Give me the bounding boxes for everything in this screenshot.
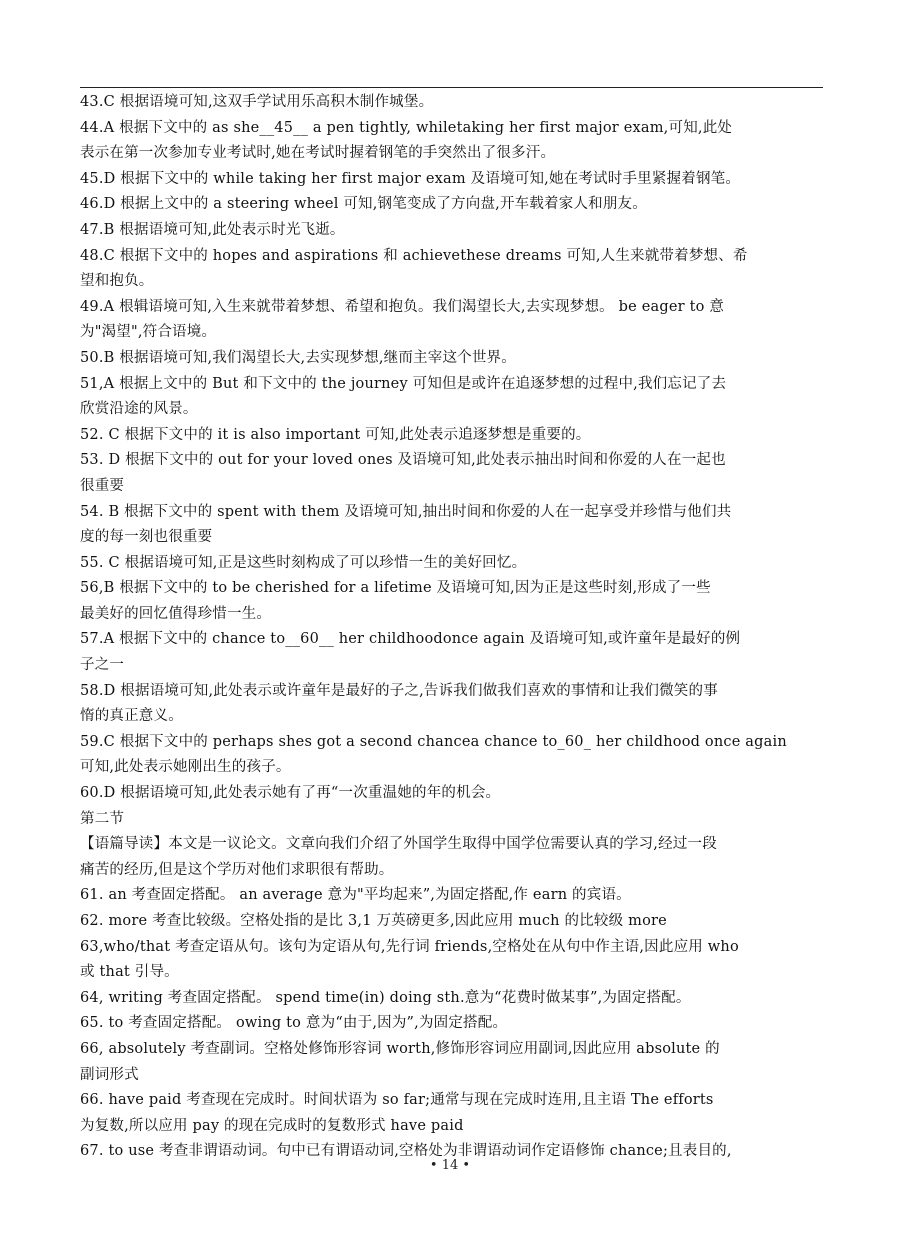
text-line: 55. C 根据语境可知,正是这些时刻构成了可以珍惜一生的美好回忆。 [80,554,527,571]
page-number: • 14 • [429,1158,471,1173]
text-line: 望和抱负。 [80,273,154,290]
text-line: 50.B 根据语境可知,我们渴望长大,去实现梦想,继而主宰这个世界。 [80,349,516,366]
text-line: 66. have paid 考查现在完成时。时间状语为 so far;通常与现在完成时连用,且主语 The efforts [80,1092,714,1109]
text-line: 43.C 根据语境可知,这双手学试用乐高积木制作城堡。 [80,94,434,110]
text-line: 46.D 根据上文中的 a steering wheel 可知,钢笔变成了方向盘,开车载着家人和朋友。 [80,196,647,213]
text-line: 45.D 根据下文中的 while taking her first major exam 及语境可知,她在考试时手里紧握着钢笔。 [80,170,741,187]
text-line: 52. C 根据下文中的 it is also important 可知,此处表示追逐梦想是重要的。 [80,426,591,443]
answer-explanations [80,90,823,1165]
top-rule [80,87,823,88]
text-line: 最美好的回忆值得珍惜一生。 [80,605,272,622]
text-line: 67. to use 考查非谓语动词。句中已有谓语动词,空格处为非谓语动词作定语修饰 chance;且表目的, [80,1143,732,1160]
text-line: 65. to 考查固定搭配。 owing to 意为“由于,因为”,为固定搭配。 [80,1015,508,1032]
text-line: 44.A 根据下文中的 as she__45__ a pen tightly, whiletaking her first major exam,可知,此处 [80,119,733,136]
text-line: 为复数,所以应用 pay 的现在完成时的复数形式 have paid [80,1117,464,1134]
text-line: 64, writing 考查固定搭配。 spend time(in) doing sth.意为“花费时做某事”,为固定搭配。 [80,989,691,1006]
text-line: 第二节 [80,810,125,827]
text-line: 57.A 根据下文中的 chance to__60__ her childhoodonce again 及语境可知,或许童年是最好的例 [80,631,741,648]
text-line: 惰的真正意义。 [80,708,183,725]
text-line: 61. an 考查固定搭配。 an average 意为"平均起来”,为固定搭配,作 earn 的宾语。 [80,887,631,904]
text-line: 56,B 根据下文中的 to be cherished for a lifetime 及语境可知,因为正是这些时刻,形成了一些 [80,580,711,597]
text-line: 度的每一刻也很重要 [80,529,213,546]
text-line: 66, absolutely 考查副词。空格处修饰形容词 worth,修饰形容词应用副词,因此应用 absolute 的 [80,1040,720,1057]
text-line: 很重要 [80,477,125,494]
text-line: 62. more 考查比较级。空格处指的是比 3,1 万英磅更多,因此应用 much 的比较级 more [80,913,667,929]
text-line: 51,A 根据上文中的 But 和下文中的 the journey 可知但是或许在追逐梦想的过程中,我们忘记了去 [80,375,727,392]
text-line: 痛苦的经历,但是这个学历对他们求职很有帮助。 [80,861,394,878]
text-line: 48.C 根据下文中的 hopes and aspirations 和 achievethese dreams 可知,人生来就带着梦想、希 [80,247,748,264]
text-line: 欣赏沿途的风景。 [80,401,198,418]
text-line: 53. D 根据下文中的 out for your loved ones 及语境可知,此处表示抽出时间和你爱的人在一起也 [80,452,726,469]
text-line: 63,who/that 考查定语从句。该句为定语从句,先行词 friends,空格处在从句中作主语,因此应用 who [80,938,739,955]
text-line: 为"渴望",符合语境。 [80,324,217,341]
text-line: 或 that 引导。 [80,964,179,981]
text-line: 59.C 根据下文中的 perhaps shes got a second chancea chance to_60_ her childhood once again [80,733,787,750]
text-line: 【语篇导读】本文是一议论文。文章向我们介绍了外国学生取得中国学位需要认真的学习,经过一段 [80,836,717,853]
text-line: 子之一 [80,657,125,674]
text-line: 可知,此处表示她刚出生的孩子。 [80,759,291,776]
text-line: 表示在第一次参加专业考试时,她在考试时握着钢笔的手突然出了很多汗。 [80,145,556,162]
text-line: 49.A 根辑语境可知,入生来就带着梦想、希望和抱负。我们渴望长大,去实现梦想。 be eager to 意 [80,298,725,315]
text-line: 47.B 根据语境可知,此处表示时光飞逝。 [80,221,345,238]
text-line: 54. B 根据下文中的 spent with them 及语境可知,抽出时间和你爱的人在一起享受并珍惜与他们共 [80,503,732,520]
text-line: 副词形式 [80,1066,139,1083]
text-line: 60.D 根据语境可知,此处表示她有了再“一次重温她的年的机会。 [80,785,501,802]
text-line: 58.D 根据语境可知,此处表示或许童年是最好的子之,告诉我们做我们喜欢的事情和让我们微笑的事 [80,682,718,699]
